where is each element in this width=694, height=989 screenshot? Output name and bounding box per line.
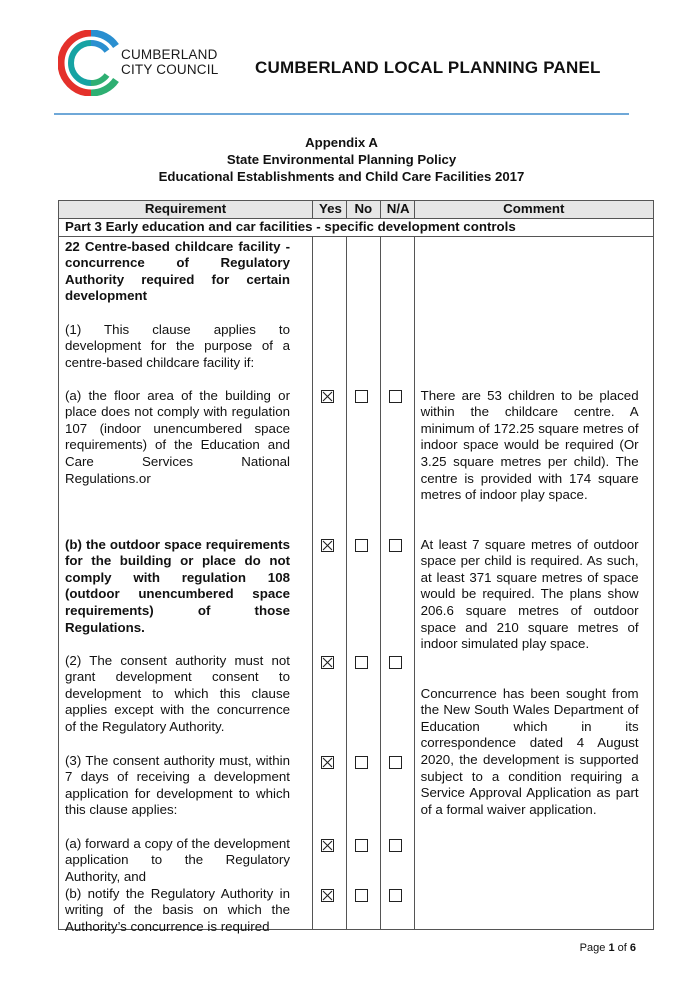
- cross-mark-icon: [322, 657, 333, 668]
- empty-checkbox[interactable]: [355, 539, 368, 552]
- empty-checkbox[interactable]: [389, 839, 402, 852]
- clause-2: (2) The consent authority must not grant development consent to development to which this clause applies except with the concurrence of the Regulatory Authority.: [65, 652, 290, 734]
- part-heading-row: [59, 219, 654, 237]
- empty-checkbox[interactable]: [389, 539, 402, 552]
- no-column: [346, 236, 380, 929]
- cross-mark-icon: [322, 890, 333, 901]
- empty-checkbox[interactable]: [389, 756, 402, 769]
- cross-mark-icon: [322, 540, 333, 551]
- header-no: No: [346, 201, 380, 219]
- clause-heading: 22 Centre-based childcare facility -concurrence of Regulatory Authority required for certain development: [65, 238, 290, 304]
- page-total: 6: [629, 942, 636, 954]
- table-row: [59, 236, 654, 929]
- empty-checkbox[interactable]: [355, 656, 368, 669]
- part-heading: Part 3 Early education and car facilities - specific development controls: [59, 219, 654, 237]
- requirement-cell: [59, 236, 313, 934]
- empty-checkbox[interactable]: [389, 889, 402, 902]
- checked-checkbox[interactable]: [321, 539, 334, 552]
- title-line-2: State Environmental Planning Policy: [226, 152, 457, 167]
- page-prefix: Page: [579, 942, 606, 954]
- header-na: N/A: [380, 201, 414, 219]
- comment-1b: At least 7 square metres of outdoor space per child is required. As such, at least 371 square metres of space would be required. The plans show 206.6 square metres of outdoor space and 210 square metres of indoor simulated play space.: [420, 536, 639, 652]
- checked-checkbox[interactable]: [321, 839, 334, 852]
- yes-column: [313, 236, 347, 929]
- empty-checkbox[interactable]: [355, 390, 368, 403]
- header-comment: Comment: [414, 201, 653, 219]
- comment-1a: There are 53 children to be placed within the childcare centre. A minimum of 172.25 square metres of indoor space would be required (Or 3.25 square metres per child). The centre is provided with 174 square metres of indoor play space.: [420, 387, 639, 503]
- comment-cell: [414, 236, 653, 929]
- checked-checkbox[interactable]: [321, 756, 334, 769]
- empty-checkbox[interactable]: [355, 889, 368, 902]
- page-current: 1: [608, 942, 615, 954]
- cross-mark-icon: [322, 757, 333, 768]
- comment-concurrence: Concurrence has been sought from the New South Wales Department of Education which in its correspondence dated 4 August 2020, the development is supported subject to a condition requiring a Service Approval Application as part of a formal waiver application.: [420, 685, 639, 817]
- header-yes: Yes: [313, 201, 347, 219]
- page-number: [580, 942, 636, 954]
- document-title: [54, 134, 629, 185]
- header-requirement: Requirement: [59, 201, 313, 219]
- logo-line-2: CITY COUNCIL: [121, 62, 219, 77]
- cross-mark-icon: [322, 840, 333, 851]
- checked-checkbox[interactable]: [321, 656, 334, 669]
- clause-3a: (a) forward a copy of the development application to the Regulatory Authority, and: [65, 835, 290, 884]
- logo-wordmark: [121, 47, 218, 77]
- checked-checkbox[interactable]: [321, 390, 334, 403]
- empty-checkbox[interactable]: [389, 656, 402, 669]
- checked-checkbox[interactable]: [321, 889, 334, 902]
- clause-1: (1) This clause applies to development for the purpose of a centre-based childcare facility if:: [65, 321, 290, 370]
- title-line-3: Educational Establishments and Child Care Facilities 2017: [158, 169, 525, 184]
- na-column: [380, 236, 414, 929]
- logo-line-1: CUMBERLAND: [121, 47, 218, 62]
- clause-1a: (a) the floor area of the building or place does not comply with regulation 107 (indoor unencumbered space requirements) of the Education and Care Services National Regulations.or: [65, 387, 290, 486]
- clause-3: (3) The consent authority must, within 7 days of receiving a development application for development to which this clause applies:: [65, 752, 290, 818]
- clause-3b: (b) notify the Regulatory Authority in writing of the basis on which the Authority’s concurrence is required: [65, 885, 290, 934]
- empty-checkbox[interactable]: [355, 756, 368, 769]
- page-of: of: [617, 942, 627, 954]
- council-logo: [58, 30, 124, 96]
- panel-title: CUMBERLAND LOCAL PLANNING PANEL: [255, 58, 601, 77]
- table-header-row: [59, 201, 654, 219]
- empty-checkbox[interactable]: [355, 839, 368, 852]
- header-divider: [54, 113, 629, 115]
- clause-1b: (b) the outdoor space requirements for the building or place do not comply with regulation 108 (outdoor unencumbered space requirements) of those Regulations.: [65, 536, 290, 635]
- cross-mark-icon: [322, 391, 333, 402]
- empty-checkbox[interactable]: [389, 390, 402, 403]
- title-line-1: Appendix A: [305, 135, 378, 150]
- requirements-table: [58, 200, 654, 934]
